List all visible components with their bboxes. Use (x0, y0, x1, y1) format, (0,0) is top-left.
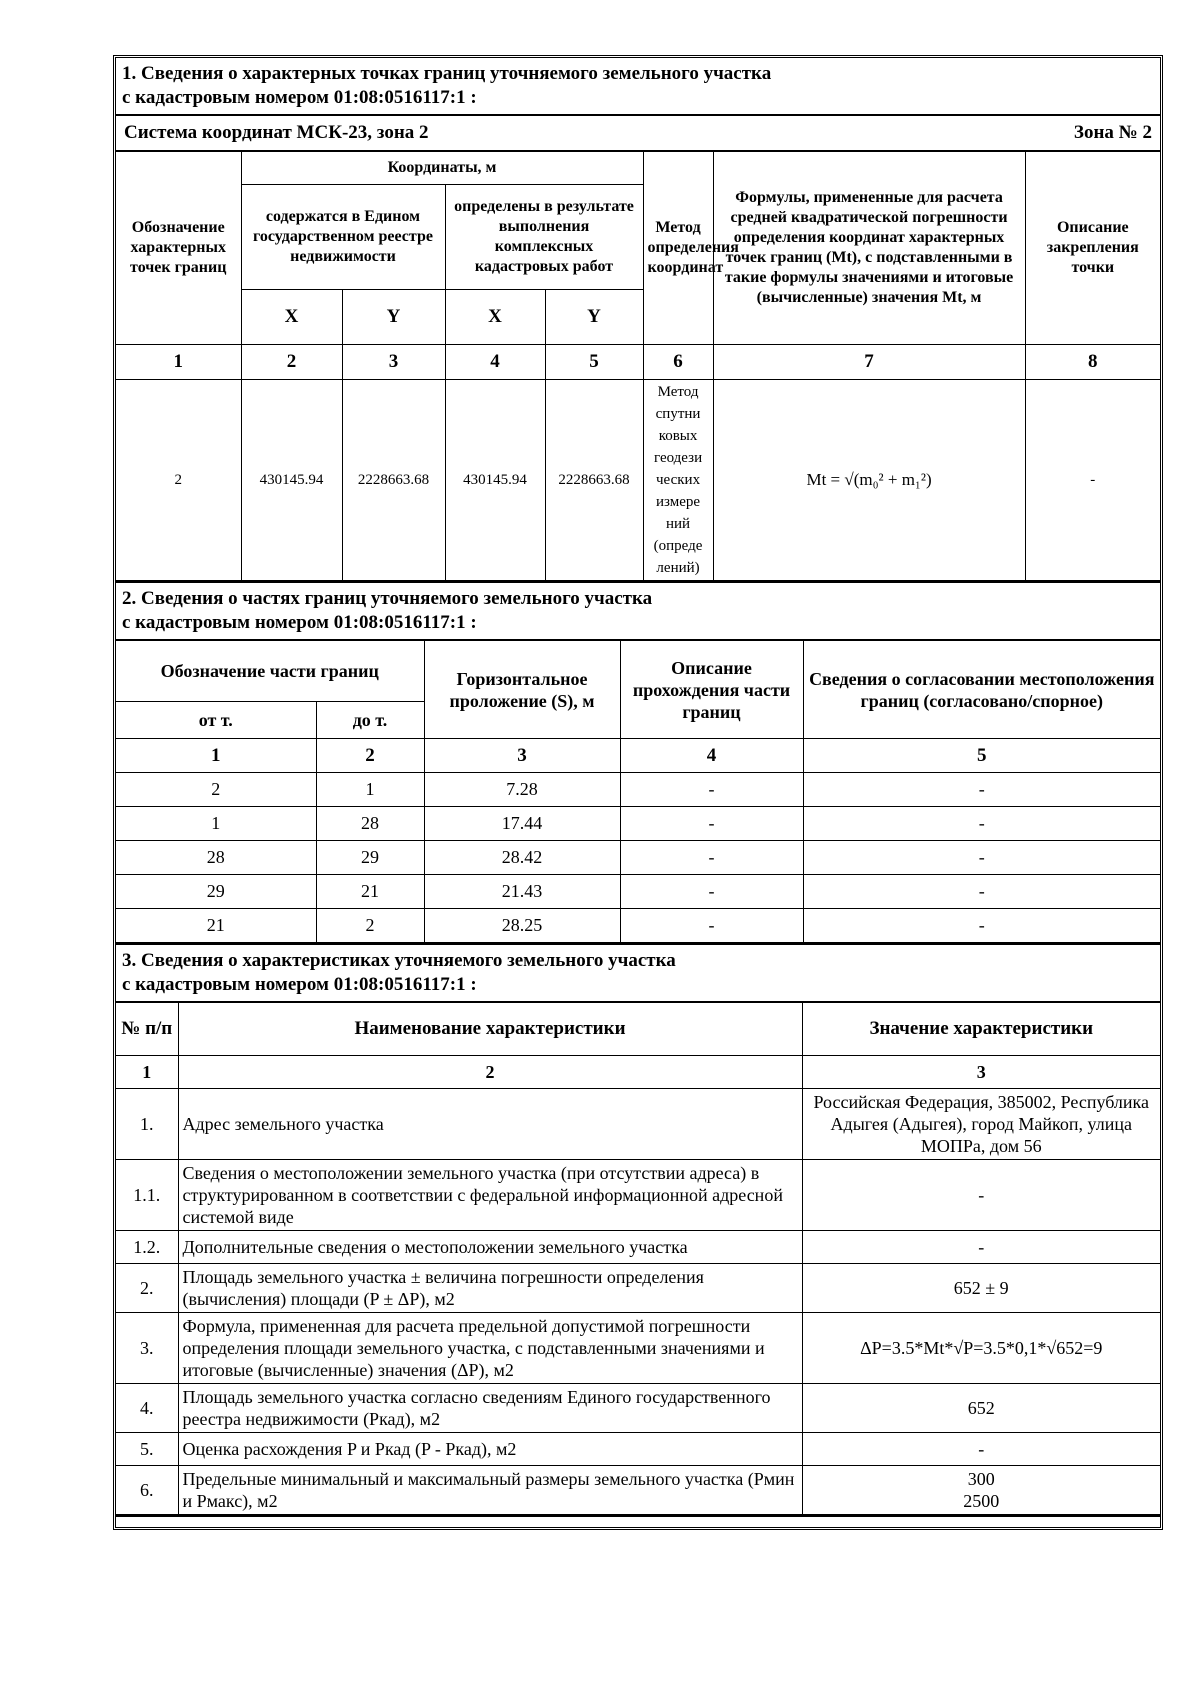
column-number: 4 (445, 345, 545, 380)
passage-cell: - (620, 807, 803, 841)
section-1-title-line2: с кадастровым номером 01:08:0516117:1 : (122, 87, 477, 108)
length-cell: 21.43 (424, 875, 620, 909)
characteristic-value: ΔP=3.5*Mt*√P=3.5*0,1*√652=9 (802, 1313, 1160, 1384)
header-agreement: Сведения о согласовании местоположения границ (согласовано/спорное) (803, 640, 1160, 739)
characteristic-value: - (802, 1433, 1160, 1466)
column-number: 1 (116, 345, 241, 380)
header-coordinates: Координаты, м (241, 151, 643, 185)
section-3-title (116, 945, 1160, 1001)
to-cell: 2 (316, 909, 424, 943)
from-cell: 21 (116, 909, 316, 943)
method-cell: Метод спутни ковых геодези ческих измере ний (опреде лений) (643, 380, 713, 581)
characteristic-name: Сведения о местоположении земельного участка (при отсутствии адреса) в структурированном в соответствии с федеральной информационной адресной системой виде (178, 1160, 802, 1231)
header-description: Описание закрепления точки (1025, 151, 1160, 345)
point-cell: 2 (116, 380, 241, 581)
passage-cell: - (620, 909, 803, 943)
column-number: 1 (116, 739, 316, 773)
document-frame (113, 55, 1163, 1530)
column-number: 2 (178, 1056, 802, 1089)
length-cell: 28.25 (424, 909, 620, 943)
table-row (116, 1160, 1160, 1231)
header-x-egrn: X (241, 290, 342, 345)
from-cell: 1 (116, 807, 316, 841)
table-row (116, 875, 1160, 909)
row-number: 4. (116, 1384, 178, 1433)
section-1-title (116, 58, 1160, 114)
passage-cell: - (620, 875, 803, 909)
header-length: Горизонтальное проложение (S), м (424, 640, 620, 739)
section-2-title-line1: 2. Сведения о частях границ уточняемого земельного участка (122, 588, 653, 609)
agreement-cell: - (803, 875, 1160, 909)
column-number: 4 (620, 739, 803, 773)
table-row (116, 1231, 1160, 1264)
header-name: Наименование характеристики (178, 1002, 802, 1056)
agreement-cell: - (803, 773, 1160, 807)
section-1-title-line1: 1. Сведения о характерных точках границ уточняемого земельного участка (122, 63, 772, 84)
characteristic-value: - (802, 1160, 1160, 1231)
header-point-designation: Обозначение характерных точек границ (116, 151, 241, 345)
header-value: Значение характеристики (802, 1002, 1160, 1056)
table-row (116, 1384, 1160, 1433)
row-number: 3. (116, 1313, 178, 1384)
header-formulas: Формулы, примененные для расчета средней квадратической погрешности определения координат характерных точек границ (Mt), с подставленными в такие формулы значениями и итоговые (вычисленные) значения Mt, м (713, 151, 1025, 345)
section-3 (116, 943, 1160, 1527)
header-in-egrn: содержатся в Едином государственном реестре недвижимости (241, 185, 445, 290)
table-row (116, 909, 1160, 943)
characteristic-name: Формула, примененная для расчета предельной допустимой погрешности определения площади земельного участка, с подставленными значениями и итоговые (вычисленные) значения (ΔP), м2 (178, 1313, 802, 1384)
description-cell: - (1025, 380, 1160, 581)
x-det-cell: 430145.94 (445, 380, 545, 581)
section-3-title-line1: 3. Сведения о характеристиках уточняемого земельного участка (122, 950, 676, 971)
to-cell: 29 (316, 841, 424, 875)
column-number: 3 (802, 1056, 1160, 1089)
y-egrn-cell: 2228663.68 (342, 380, 445, 581)
characteristic-value: 652 ± 9 (802, 1264, 1160, 1313)
characteristic-name: Площадь земельного участка ± величина погрешности определения (вычисления) площади (P ± ΔP), м2 (178, 1264, 802, 1313)
passage-cell: - (620, 773, 803, 807)
bottom-spacer (116, 1515, 1160, 1527)
row-number: 2. (116, 1264, 178, 1313)
table-row (116, 1466, 1160, 1515)
row-number: 1. (116, 1089, 178, 1160)
to-cell: 28 (316, 807, 424, 841)
characteristic-name: Площадь земельного участка согласно сведениям Единого государственного реестра недвижимости (Pкад), м2 (178, 1384, 802, 1433)
from-cell: 29 (116, 875, 316, 909)
column-number: 2 (241, 345, 342, 380)
row-number: 5. (116, 1433, 178, 1466)
coordinate-system: Система координат МСК-23, зона 2 (124, 122, 429, 143)
length-cell: 17.44 (424, 807, 620, 841)
characteristic-name: Дополнительные сведения о местоположении земельного участка (178, 1231, 802, 1264)
row-number: 1.1. (116, 1160, 178, 1231)
characteristic-name: Предельные минимальный и максимальный размеры земельного участка (Pмин и Pмакс), м2 (178, 1466, 802, 1515)
from-cell: 2 (116, 773, 316, 807)
from-cell: 28 (116, 841, 316, 875)
column-number: 1 (116, 1056, 178, 1089)
section-3-title-line2: с кадастровым номером 01:08:0516117:1 : (122, 974, 477, 995)
coordinate-system-row (116, 114, 1160, 150)
length-cell: 7.28 (424, 773, 620, 807)
table-row (116, 380, 1160, 581)
passage-cell: - (620, 841, 803, 875)
header-method: Метод определения координат (643, 151, 713, 345)
section-2-title-line2: с кадастровым номером 01:08:0516117:1 : (122, 612, 477, 633)
header-y-egrn: Y (342, 290, 445, 345)
section-1 (116, 58, 1160, 581)
column-number: 6 (643, 345, 713, 380)
zone-label: Зона № 2 (1073, 122, 1152, 143)
column-number: 2 (316, 739, 424, 773)
row-number: 6. (116, 1466, 178, 1515)
table-row (116, 807, 1160, 841)
header-to: до т. (316, 702, 424, 739)
table-row (116, 1433, 1160, 1466)
section-2-title (116, 583, 1160, 639)
agreement-cell: - (803, 909, 1160, 943)
characteristic-value: 300 2500 (802, 1466, 1160, 1515)
formula-cell: Mt = √(m₀² + m₁²) (713, 380, 1025, 581)
characteristics-table (116, 1001, 1160, 1515)
header-y-det: Y (545, 290, 643, 345)
characteristic-value: 652 (802, 1384, 1160, 1433)
header-from: от т. (116, 702, 316, 739)
table-row (116, 1313, 1160, 1384)
characteristic-name: Оценка расхождения P и Pкад (P - Pкад), м2 (178, 1433, 802, 1466)
header-num: № п/п (116, 1002, 178, 1056)
points-table (116, 150, 1160, 581)
agreement-cell: - (803, 807, 1160, 841)
column-number: 5 (803, 739, 1160, 773)
column-number: 8 (1025, 345, 1160, 380)
table-row (116, 1089, 1160, 1160)
characteristic-value: - (802, 1231, 1160, 1264)
row-number: 1.2. (116, 1231, 178, 1264)
table-row (116, 773, 1160, 807)
header-part: Обозначение части границ (116, 640, 424, 702)
x-egrn-cell: 430145.94 (241, 380, 342, 581)
to-cell: 21 (316, 875, 424, 909)
header-x-det: X (445, 290, 545, 345)
agreement-cell: - (803, 841, 1160, 875)
section-2 (116, 581, 1160, 943)
column-number: 3 (342, 345, 445, 380)
characteristic-value: Российская Федерация, 385002, Республика Адыгея (Адыгея), город Майкоп, улица МОПРа, дом 56 (802, 1089, 1160, 1160)
table-row (116, 841, 1160, 875)
y-det-cell: 2228663.68 (545, 380, 643, 581)
column-number: 3 (424, 739, 620, 773)
parts-table (116, 639, 1160, 943)
header-determined: определены в результате выполнения комплексных кадастровых работ (445, 185, 643, 290)
to-cell: 1 (316, 773, 424, 807)
characteristic-name: Адрес земельного участка (178, 1089, 802, 1160)
header-passage: Описание прохождения части границ (620, 640, 803, 739)
table-row (116, 1264, 1160, 1313)
column-number: 5 (545, 345, 643, 380)
column-number: 7 (713, 345, 1025, 380)
length-cell: 28.42 (424, 841, 620, 875)
